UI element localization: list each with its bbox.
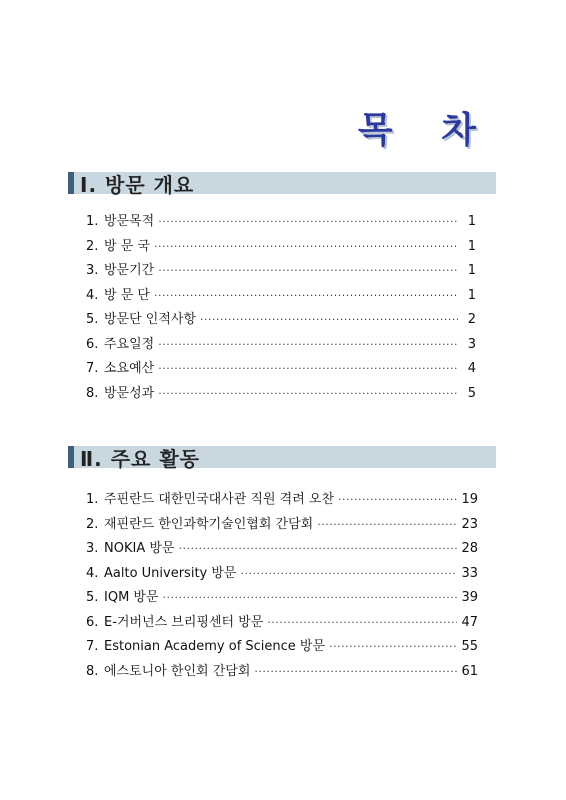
dot-leader (158, 362, 458, 375)
toc-entry[interactable] (86, 635, 478, 660)
toc-entry[interactable] (86, 488, 478, 513)
toc-list-section-1 (86, 210, 476, 406)
toc-title: 방문성과 (104, 385, 155, 401)
toc-number: 7. (86, 361, 99, 376)
toc-page: 55 (461, 639, 478, 654)
toc-title: 방 문 국 (104, 238, 150, 254)
toc-title: 에스토니아 한인회 간담회 (104, 663, 251, 679)
toc-entry[interactable] (86, 382, 476, 407)
toc-entry[interactable] (86, 611, 478, 636)
dot-leader (254, 665, 457, 678)
toc-number: 8. (86, 385, 99, 401)
toc-number: 2. (86, 238, 99, 254)
toc-number: 7. (86, 639, 99, 654)
toc-title: Estonian Academy of Science 방문 (104, 639, 326, 654)
dot-leader (158, 264, 458, 277)
toc-number: 6. (86, 336, 99, 352)
toc-page: 33 (461, 565, 478, 581)
dot-leader (200, 313, 458, 326)
toc-number: 5. (86, 590, 99, 605)
section-heading-1 (68, 172, 496, 197)
toc-title: 방문기간 (104, 263, 155, 278)
toc-entry[interactable] (86, 235, 476, 260)
toc-list-section-2 (86, 488, 478, 684)
toc-entry[interactable] (86, 562, 478, 587)
toc-number: 2. (86, 516, 99, 532)
toc-page: 1 (467, 287, 476, 303)
dot-leader (338, 493, 457, 506)
toc-page: 1 (467, 214, 476, 229)
dot-leader (240, 567, 457, 580)
toc-title: 방 문 단 (104, 287, 150, 303)
toc-number: 5. (86, 312, 99, 327)
toc-title: 소요예산 (104, 361, 155, 376)
dot-leader (329, 640, 457, 653)
toc-page: 39 (461, 590, 478, 605)
toc-title: 재핀란드 한인과학기술인협회 간담회 (104, 516, 314, 532)
toc-title: 주요일정 (104, 336, 155, 352)
dot-leader (178, 542, 457, 555)
toc-number: 6. (86, 614, 99, 630)
toc-number: 4. (86, 565, 99, 581)
dot-leader (154, 240, 458, 253)
toc-number: 1. (86, 214, 99, 229)
toc-title: E-거버넌스 브리핑센터 방문 (104, 614, 264, 630)
dot-leader (158, 215, 458, 228)
toc-entry[interactable] (86, 660, 478, 685)
page-title: 목 차 (357, 110, 494, 151)
toc-title: IQM 방문 (104, 590, 159, 605)
toc-number: 3. (86, 541, 99, 556)
toc-entry[interactable] (86, 513, 478, 538)
toc-entry[interactable] (86, 537, 478, 562)
toc-page: 23 (461, 516, 478, 532)
section-heading-2 (68, 446, 496, 471)
toc-title: 방문목적 (104, 214, 155, 229)
toc-page: 1 (467, 263, 476, 278)
dot-leader (163, 591, 458, 604)
toc-page: 5 (467, 385, 476, 401)
dot-leader (158, 387, 458, 400)
toc-number: 1. (86, 492, 99, 507)
toc-page: 1 (467, 238, 476, 254)
toc-number: 8. (86, 663, 99, 679)
dot-leader (317, 518, 457, 531)
toc-page: 28 (461, 541, 478, 556)
toc-entry[interactable] (86, 259, 476, 284)
dot-leader (267, 616, 457, 629)
toc-title: 방문단 인적사항 (104, 312, 197, 327)
toc-number: 4. (86, 287, 99, 303)
toc-title: NOKIA 방문 (104, 541, 175, 556)
section-heading-label: Ⅰ. 방문 개요 (80, 173, 195, 197)
toc-entry[interactable] (86, 210, 476, 235)
toc-title: 주핀란드 대한민국대사관 직원 격려 오찬 (104, 492, 335, 507)
toc-page: 19 (461, 492, 478, 507)
dot-leader (154, 289, 458, 302)
toc-title: Aalto University 방문 (104, 565, 237, 581)
section-marker (68, 446, 74, 468)
toc-page: 61 (461, 663, 478, 679)
dot-leader (158, 338, 458, 351)
toc-page: 3 (467, 336, 476, 352)
toc-page: 2 (467, 312, 476, 327)
toc-number: 3. (86, 263, 99, 278)
section-marker (68, 172, 74, 194)
toc-page: 47 (461, 614, 478, 630)
toc-entry[interactable] (86, 586, 478, 611)
toc-entry[interactable] (86, 284, 476, 309)
toc-page: 4 (467, 361, 476, 376)
toc-entry[interactable] (86, 333, 476, 358)
section-heading-label: Ⅱ. 주요 활동 (80, 447, 200, 471)
toc-entry[interactable] (86, 308, 476, 333)
toc-entry[interactable] (86, 357, 476, 382)
